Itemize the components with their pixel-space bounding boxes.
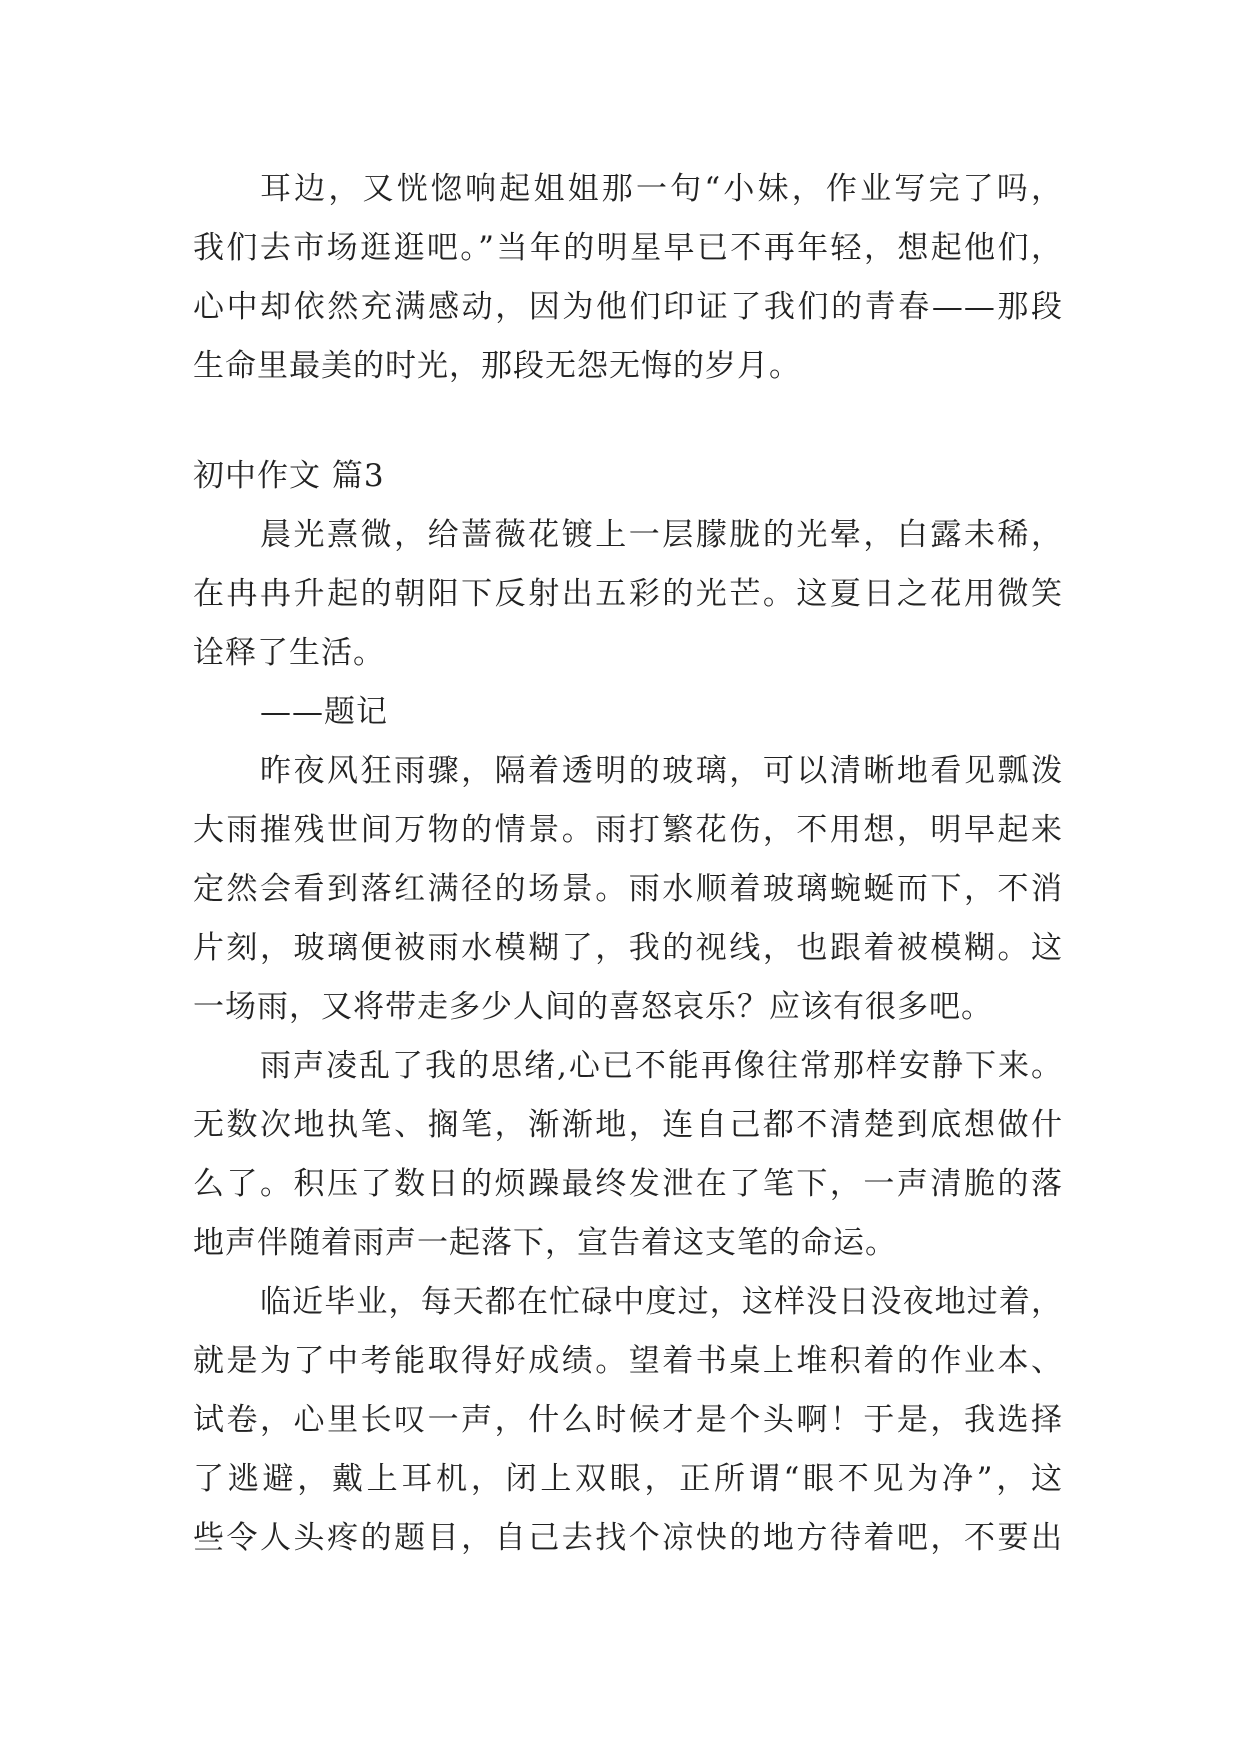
text-line: 临近毕业，每天都在忙碌中度过，这样没日没夜地过着， — [260, 1284, 1063, 1320]
text-line: 大雨摧残世间万物的情景。雨打繁花伤，不用想，明早起来 — [193, 812, 1063, 848]
paragraph-4 — [193, 1037, 1063, 1273]
text-line: 些令人头疼的题目，自己去找个凉快的地方待着吧，不要出 — [193, 1520, 1063, 1556]
text-line: 了逃避，戴上耳机，闭上双眼，正所谓“眼不见为净”，这 — [193, 1461, 1063, 1497]
paragraph-2 — [193, 506, 1063, 742]
text-line: 诠释了生活。 — [193, 635, 385, 671]
text-line: 就是为了中考能取得好成绩。望着书桌上堆积着的作业本、 — [193, 1343, 1063, 1379]
text-line: 一场雨，又将带走多少人间的喜怒哀乐？应该有很多吧。 — [193, 989, 993, 1025]
text-line: 片刻，玻璃便被雨水模糊了，我的视线，也跟着被模糊。这 — [193, 930, 1063, 966]
text-line: 试卷，心里长叹一声，什么时候才是个头啊！于是，我选择 — [193, 1402, 1063, 1438]
text-line: 无数次地执笔、搁笔，渐渐地，连自己都不清楚到底想做什 — [193, 1107, 1063, 1143]
section-heading: 初中作文 篇3 — [193, 458, 385, 494]
paragraph-3 — [193, 742, 1063, 1037]
text-line: 雨声凌乱了我的思绪,心已不能再像往常那样安静下来。 — [260, 1048, 1063, 1084]
text-line: 地声伴随着雨声一起落下，宣告着这支笔的命运。 — [193, 1225, 897, 1261]
epigraph-signature: ——题记 — [260, 694, 388, 730]
text-line: 么了。积压了数日的烦躁最终发泄在了笔下，一声清脆的落 — [193, 1166, 1063, 1202]
paragraph-1 — [193, 160, 1063, 396]
text-line: 昨夜风狂雨骤，隔着透明的玻璃，可以清晰地看见瓢泼 — [260, 753, 1063, 789]
text-line: 定然会看到落红满径的场景。雨水顺着玻璃蜿蜒而下，不消 — [193, 871, 1063, 907]
text-line: 我们去市场逛逛吧。”当年的明星早已不再年轻，想起他们， — [193, 230, 1063, 266]
text-line: 生命里最美的时光，那段无怨无悔的岁月。 — [193, 348, 801, 384]
text-line: 在冉冉升起的朝阳下反射出五彩的光芒。这夏日之花用微笑 — [193, 576, 1063, 612]
text-line: 心中却依然充满感动，因为他们印证了我们的青春——那段 — [193, 289, 1063, 325]
paragraph-5 — [193, 1273, 1063, 1568]
text-line: 晨光熹微，给蔷薇花镀上一层朦胧的光晕，白露未稀， — [260, 517, 1063, 553]
text-line: 耳边，又恍惚响起姐姐那一句“小妹，作业写完了吗， — [260, 171, 1063, 207]
